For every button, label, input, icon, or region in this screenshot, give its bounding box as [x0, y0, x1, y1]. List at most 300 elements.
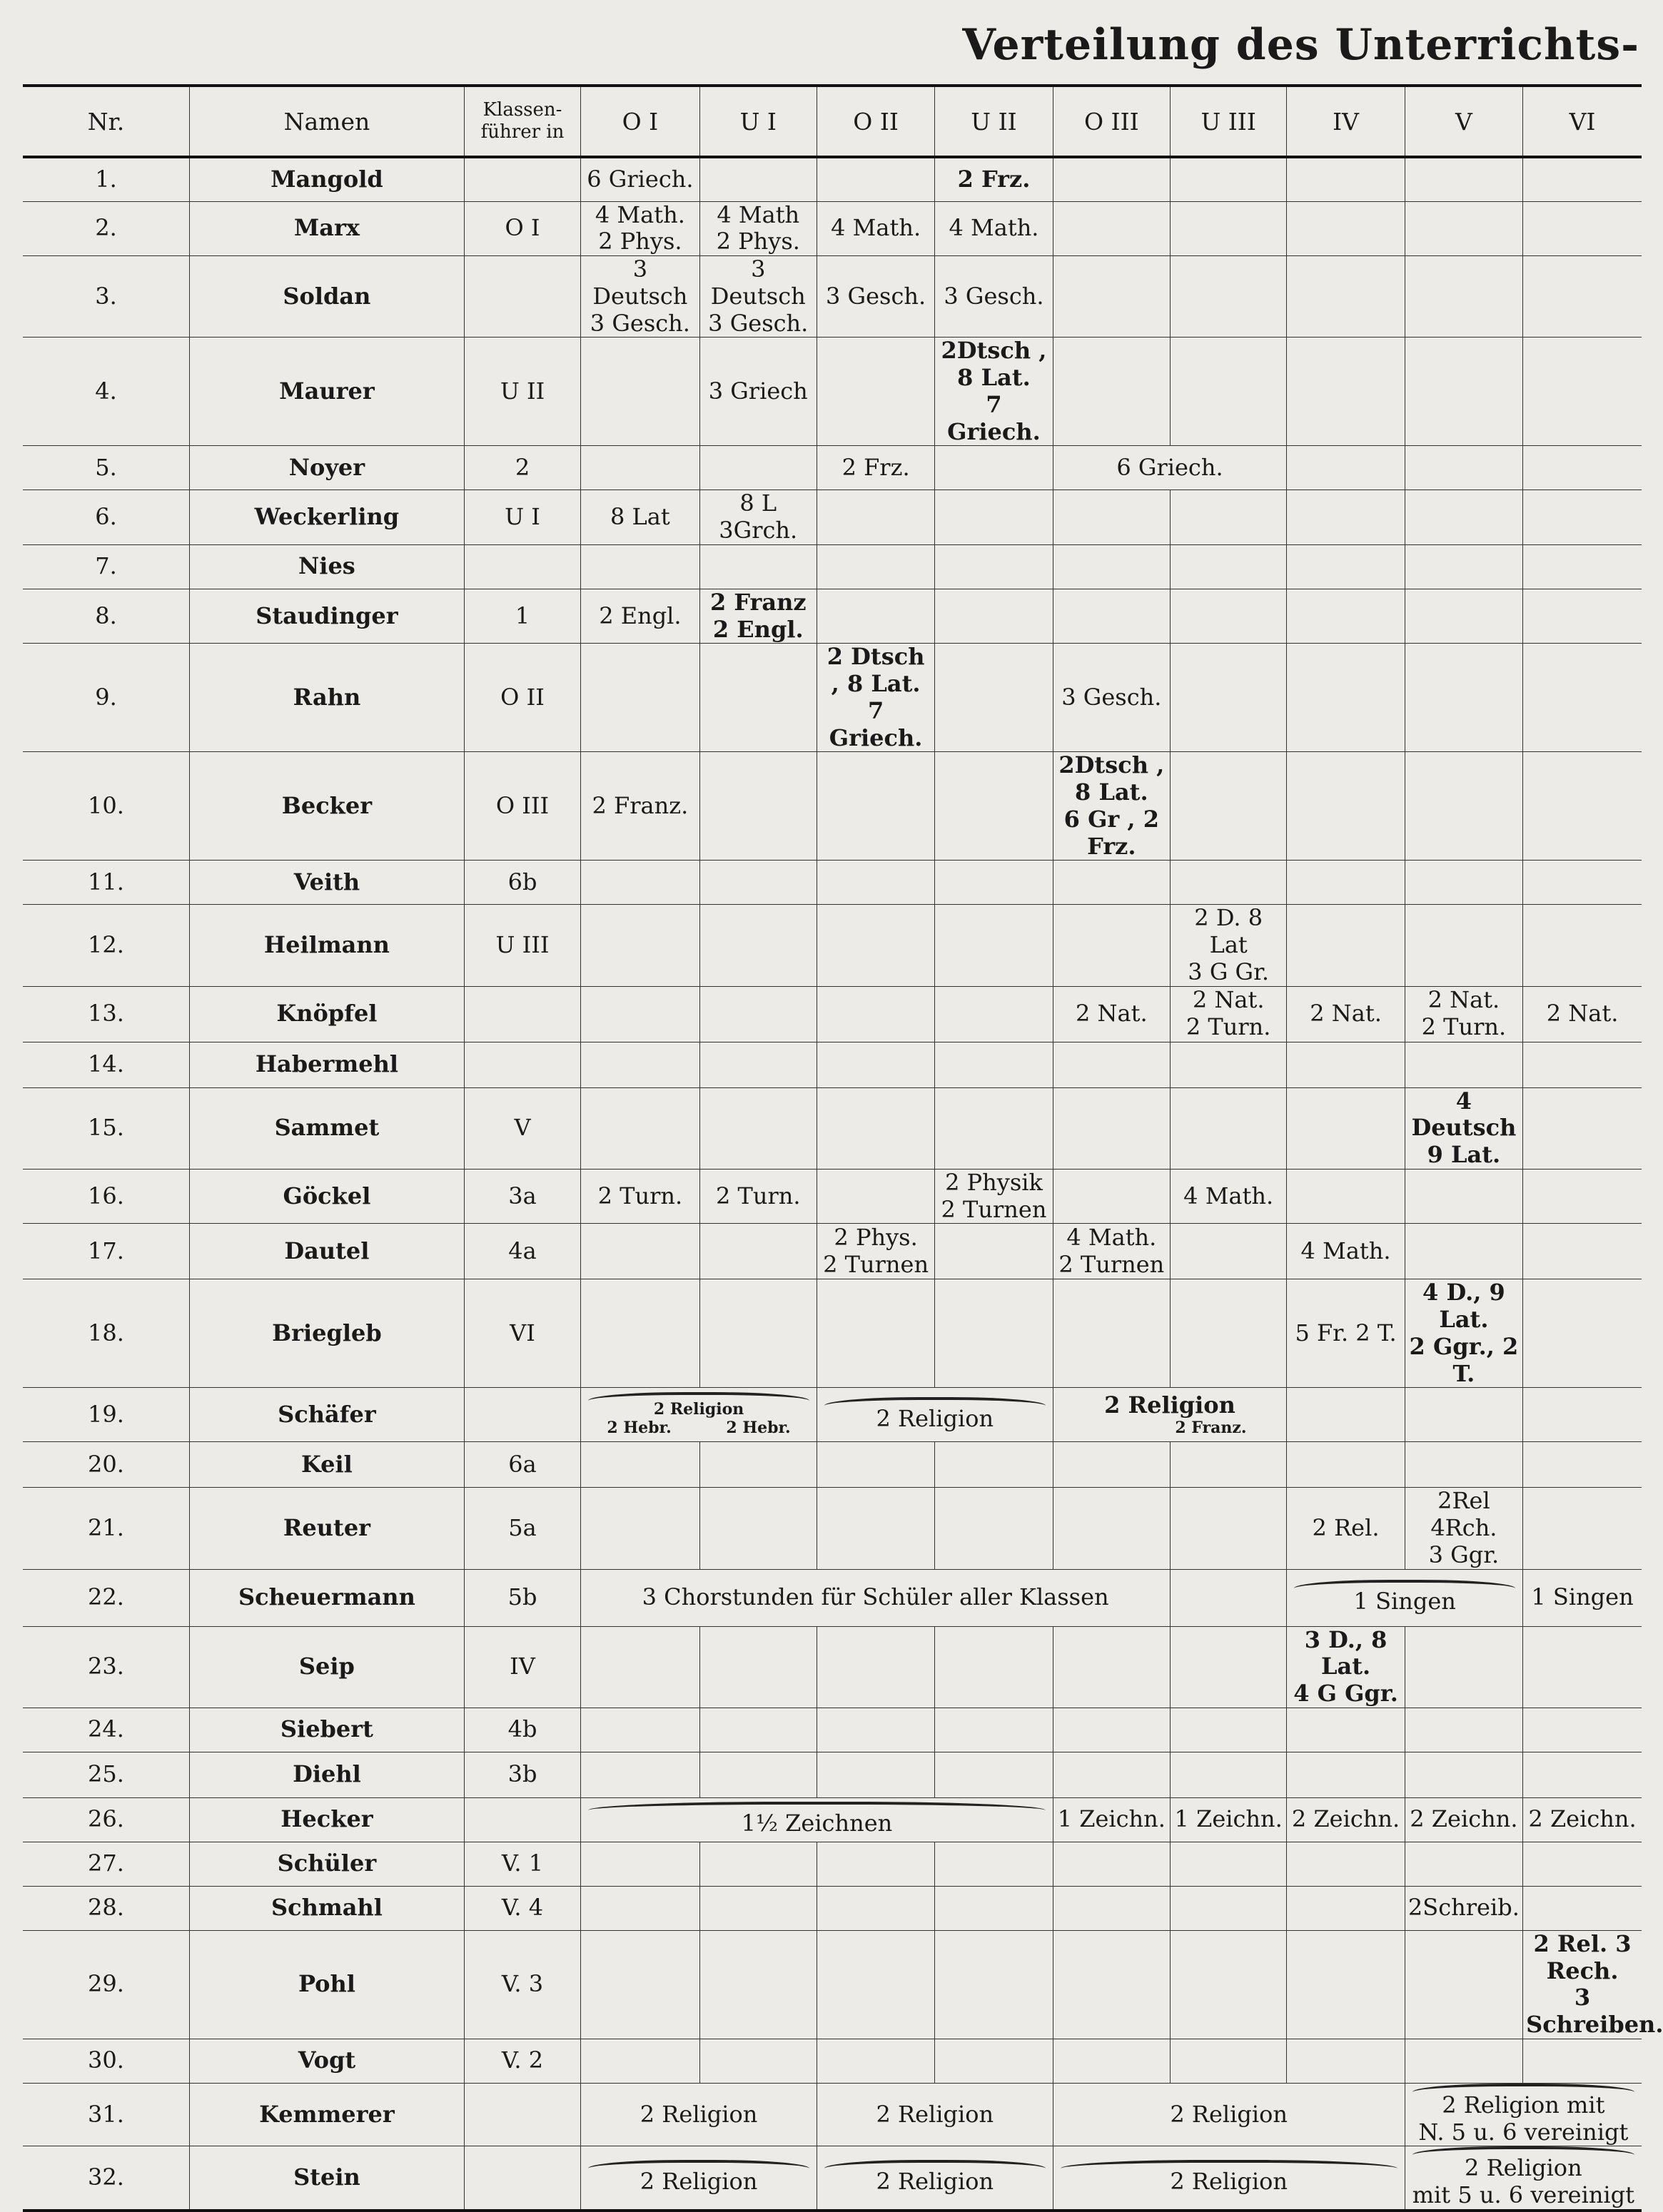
header-nr: Nr.: [23, 86, 190, 157]
cell-oii: [817, 752, 934, 861]
cell-ui: [699, 752, 817, 861]
class-leader: [464, 2146, 580, 2211]
cell-oiii: 4 Math. 2 Turnen: [1053, 1224, 1170, 1279]
cell-vi: [1523, 490, 1642, 545]
cell-uii: [935, 446, 1053, 490]
cell-ui: [699, 644, 817, 752]
cell-text: 2 Religion: [876, 2168, 994, 2196]
cell-vi: [1523, 1279, 1642, 1388]
teacher-name: Schmahl: [190, 1886, 465, 1930]
header-class-oi: O I: [581, 86, 699, 157]
cell-uiii: [1171, 1886, 1287, 1930]
cell-text: 2 Religion: [876, 1404, 994, 1432]
cell-v: [1405, 338, 1522, 446]
cell-oii: 3 Gesch.: [817, 256, 934, 338]
cell-oi-oiii: 3 Chorstunden für Schüler aller Klassen: [581, 1569, 1171, 1626]
class-leader: O II: [464, 644, 580, 752]
class-leader: V: [464, 1087, 580, 1169]
cell-vi: [1523, 905, 1642, 986]
row-number: 30.: [23, 2039, 190, 2083]
cell-vi: [1523, 1388, 1642, 1442]
header-class-ui: U I: [699, 86, 817, 157]
cell-v: 2 Zeichn.: [1405, 1797, 1522, 1842]
table-row: [23, 157, 1642, 201]
cell-oiii: [1053, 2039, 1170, 2083]
table-row: [23, 544, 1642, 589]
row-number: 24.: [23, 1708, 190, 1752]
teacher-name: Soldan: [190, 256, 465, 338]
cell-v: 4 D., 9 Lat. 2 Ggr., 2 T.: [1405, 1279, 1522, 1388]
row-number: 6.: [23, 490, 190, 545]
cell-v: [1405, 1626, 1522, 1708]
cell-uiii: [1171, 861, 1287, 905]
cell-oii: 2 Dtsch , 8 Lat. 7 Griech.: [817, 644, 934, 752]
cell-uiii: 4 Math.: [1171, 1169, 1287, 1224]
teacher-name: Reuter: [190, 1488, 465, 1569]
cell-v: 2 Nat. 2 Turn.: [1405, 986, 1522, 1042]
class-leader: [464, 986, 580, 1042]
cell-oi: [581, 1626, 699, 1708]
class-leader: 5b: [464, 1569, 580, 1626]
class-leader: IV: [464, 1626, 580, 1708]
cell-uii: [935, 1087, 1053, 1169]
class-leader: V. 2: [464, 2039, 580, 2083]
cell-oii: [817, 905, 934, 986]
row-number: 29.: [23, 1930, 190, 2039]
class-leader: U II: [464, 338, 580, 446]
table-row: [23, 338, 1642, 446]
cell-oi: [581, 1930, 699, 2039]
teacher-name: Pohl: [190, 1930, 465, 2039]
cell-text: 2 Religion: [640, 2168, 758, 2196]
cell-uii: [935, 544, 1053, 589]
cell-vi: [1523, 2039, 1642, 2083]
table-row: [23, 1569, 1642, 1626]
table-row: [23, 1169, 1642, 1224]
row-number: 4.: [23, 338, 190, 446]
cell-oi: 2 Franz.: [581, 752, 699, 861]
cell-v: [1405, 589, 1522, 644]
cell-iv: [1287, 446, 1405, 490]
cell-uiii: [1171, 1279, 1287, 1388]
cell-vi: [1523, 861, 1642, 905]
cell-oi: [581, 1224, 699, 1279]
cell-oiii: [1053, 1930, 1170, 2039]
teacher-name: Mangold: [190, 157, 465, 201]
header-class-uii: U II: [935, 86, 1053, 157]
table-row: [23, 2039, 1642, 2083]
table-row: [23, 644, 1642, 752]
cell-v: [1405, 490, 1522, 545]
cell-uiii: [1171, 644, 1287, 752]
cell-ui: [699, 986, 817, 1042]
row-number: 11.: [23, 861, 190, 905]
table-row: [23, 1752, 1642, 1797]
row-number: 7.: [23, 544, 190, 589]
cell-oi: 8 Lat: [581, 490, 699, 545]
cell-uiii: [1171, 1087, 1287, 1169]
cell-oiii: [1053, 490, 1170, 545]
class-leader: U I: [464, 490, 580, 545]
cell-ui: [699, 1708, 817, 1752]
cell-oii-uii: [817, 2146, 1053, 2211]
cell-iv: [1287, 752, 1405, 861]
header-klassenfuehrer: Klassen-führer in: [464, 86, 580, 157]
cell-iv: 2 Zeichn.: [1287, 1797, 1405, 1842]
cell-oii: [817, 2039, 934, 2083]
cell-oi: [581, 1488, 699, 1569]
cell-vi: [1523, 1442, 1642, 1488]
cell-uii: [935, 1886, 1053, 1930]
class-leader: 2: [464, 446, 580, 490]
cell-uiii: [1171, 201, 1287, 256]
row-number: 31.: [23, 2083, 190, 2146]
teacher-name: Vogt: [190, 2039, 465, 2083]
table-row: [23, 1488, 1642, 1569]
cell-oiii: [1053, 1752, 1170, 1797]
cell-oii: [817, 861, 934, 905]
cell-vi: [1523, 1488, 1642, 1569]
cell-vi: [1523, 1886, 1642, 1930]
cell-uii: [935, 986, 1053, 1042]
table-row: [23, 1930, 1642, 2039]
row-number: 12.: [23, 905, 190, 986]
teacher-name: Nies: [190, 544, 465, 589]
cell-uiii: [1171, 1626, 1287, 1708]
teacher-name: Sammet: [190, 1087, 465, 1169]
cell-uii: 2 Frz.: [935, 157, 1053, 201]
cell-v: [1405, 1169, 1522, 1224]
teacher-name: Stein: [190, 2146, 465, 2211]
cell-oi: [581, 544, 699, 589]
cell-iv: [1287, 544, 1405, 589]
cell-oii: [817, 1886, 934, 1930]
cell-uii: [935, 752, 1053, 861]
row-number: 21.: [23, 1488, 190, 1569]
cell-iv: [1287, 1752, 1405, 1797]
row-number: 19.: [23, 1388, 190, 1442]
header-class-oii: O II: [817, 86, 934, 157]
cell-oi: [581, 644, 699, 752]
cell-uiii: [1171, 544, 1287, 589]
table-row: [23, 2083, 1642, 2146]
cell-oiii-iv: 2 Religion: [1053, 2083, 1405, 2146]
cell-oiii: [1053, 1886, 1170, 1930]
cell-uii: [935, 490, 1053, 545]
cell-vi: [1523, 1087, 1642, 1169]
cell-text: 1 Singen: [1353, 1588, 1456, 1615]
class-leader: [464, 157, 580, 201]
class-leader: V. 4: [464, 1886, 580, 1930]
page-title: Verteilung des Unterrichts-: [962, 20, 1639, 70]
teacher-name: Noyer: [190, 446, 465, 490]
cell-uiii: [1171, 338, 1287, 446]
cell-v: [1405, 1442, 1522, 1488]
teacher-name: Veith: [190, 861, 465, 905]
cell-ui: [699, 905, 817, 986]
class-leader: [464, 256, 580, 338]
teacher-name: Becker: [190, 752, 465, 861]
row-number: 10.: [23, 752, 190, 861]
cell-vi: [1523, 752, 1642, 861]
teacher-name: Dautel: [190, 1224, 465, 1279]
cell-oiii: [1053, 201, 1170, 256]
cell-text: 2 Religion mit 5 u. 6 vereinigt: [1412, 2154, 1634, 2208]
table-row: [23, 1842, 1642, 1886]
table-row: [23, 2146, 1642, 2211]
cell-v: 2Schreib.: [1405, 1886, 1522, 1930]
cell-uiii: 1 Zeichn.: [1171, 1797, 1287, 1842]
cell-uiii: [1171, 752, 1287, 861]
cell-v: [1405, 256, 1522, 338]
row-number: 2.: [23, 201, 190, 256]
row-number: 28.: [23, 1886, 190, 1930]
cell-text: 1½ Zeichnen: [741, 1810, 893, 1837]
cell-oiii: [1053, 1279, 1170, 1388]
cell-ui: [699, 1930, 817, 2039]
cell-uiii: [1171, 589, 1287, 644]
cell-text: 2 Religion: [1170, 2168, 1288, 2196]
cell-iv: [1287, 1388, 1405, 1442]
table-row: [23, 256, 1642, 338]
header-class-iv: IV: [1287, 86, 1405, 157]
cell-iv-v: [1287, 1569, 1523, 1626]
cell-oii: [817, 338, 934, 446]
cell-ui: [699, 2039, 817, 2083]
teacher-name: Siebert: [190, 1708, 465, 1752]
cell-iv: [1287, 157, 1405, 201]
row-number: 3.: [23, 256, 190, 338]
cell-vi: [1523, 1626, 1642, 1708]
cell-oii: 4 Math.: [817, 201, 934, 256]
cell-v: [1405, 1930, 1522, 2039]
cell-ui: [699, 861, 817, 905]
cell-iv: [1287, 589, 1405, 644]
cell-oi-ui: [581, 1388, 817, 1442]
teacher-name: Maurer: [190, 338, 465, 446]
cell-uii: [935, 589, 1053, 644]
teacher-name: Knöpfel: [190, 986, 465, 1042]
cell-uiii: [1171, 256, 1287, 338]
cell-oi: [581, 338, 699, 446]
cell-oi-uii: [581, 1797, 1053, 1842]
teacher-name: Scheuermann: [190, 1569, 465, 1626]
cell-oiii: [1053, 589, 1170, 644]
cell-oii: 2 Frz.: [817, 446, 934, 490]
brace-mark: [1412, 2084, 1634, 2092]
table-row: [23, 1087, 1642, 1169]
cell-oi: [581, 861, 699, 905]
cell-iv: [1287, 1886, 1405, 1930]
cell-v: [1405, 1224, 1522, 1279]
row-number: 14.: [23, 1042, 190, 1087]
cell-uiii: [1171, 1569, 1287, 1626]
cell-oi: [581, 1442, 699, 1488]
cell-oii-uii: [817, 1388, 1053, 1442]
cell-v: [1405, 544, 1522, 589]
table-row: [23, 905, 1642, 986]
cell-oii: [817, 1752, 934, 1797]
cell-uii: [935, 1930, 1053, 2039]
cell-vi: [1523, 1042, 1642, 1087]
cell-iv: 2 Rel.: [1287, 1488, 1405, 1569]
header-namen: Namen: [190, 86, 465, 157]
cell-vi: [1523, 544, 1642, 589]
cell-vi: 2 Zeichn.: [1523, 1797, 1642, 1842]
cell-uii: [935, 2039, 1053, 2083]
class-leader: 1: [464, 589, 580, 644]
cell-oiii: 1 Zeichn.: [1053, 1797, 1170, 1842]
cell-uii: [935, 861, 1053, 905]
cell-oii: [817, 1279, 934, 1388]
class-leader: O I: [464, 201, 580, 256]
cell-uiii: [1171, 1042, 1287, 1087]
teacher-name: Göckel: [190, 1169, 465, 1224]
cell-uii: [935, 644, 1053, 752]
cell-v: [1405, 1752, 1522, 1797]
table-row: [23, 589, 1642, 644]
cell-uiii: [1171, 157, 1287, 201]
cell-oii: [817, 490, 934, 545]
cell-oi: [581, 905, 699, 986]
class-leader: 4b: [464, 1708, 580, 1752]
row-number: 18.: [23, 1279, 190, 1388]
cell-iv: [1287, 201, 1405, 256]
cell-oiii: 2Dtsch , 8 Lat. 6 Gr , 2 Frz.: [1053, 752, 1170, 861]
cell-oi: 2 Turn.: [581, 1169, 699, 1224]
cell-uii: [935, 1752, 1053, 1797]
cell-uiii: [1171, 1752, 1287, 1797]
teacher-name: Schüler: [190, 1842, 465, 1886]
cell-v: [1405, 1708, 1522, 1752]
cell-oi: [581, 1279, 699, 1388]
cell-oi-ui: [581, 2146, 817, 2211]
cell-oi: [581, 446, 699, 490]
row-number: 5.: [23, 446, 190, 490]
table-row: [23, 861, 1642, 905]
class-leader: VI: [464, 1279, 580, 1388]
cell-ui: [699, 1279, 817, 1388]
cell-ui: [699, 1752, 817, 1797]
cell-ui: [699, 1442, 817, 1488]
row-number: 32.: [23, 2146, 190, 2211]
cell-v: [1405, 446, 1522, 490]
row-number: 17.: [23, 1224, 190, 1279]
class-leader: [464, 1797, 580, 1842]
class-leader: 3a: [464, 1169, 580, 1224]
cell-uii: 2Dtsch , 8 Lat. 7 Griech.: [935, 338, 1053, 446]
teacher-name: Diehl: [190, 1752, 465, 1797]
cell-iv: [1287, 1442, 1405, 1488]
cell-uiii: [1171, 490, 1287, 545]
cell-oiii: [1053, 338, 1170, 446]
cell-oiii: [1053, 1169, 1170, 1224]
class-leader: O III: [464, 752, 580, 861]
cell-vi: [1523, 589, 1642, 644]
cell-oi: 4 Math. 2 Phys.: [581, 201, 699, 256]
cell-oii: [817, 1488, 934, 1569]
cell-oii: 2 Phys. 2 Turnen: [817, 1224, 934, 1279]
row-number: 8.: [23, 589, 190, 644]
cell-vi: [1523, 157, 1642, 201]
cell-v: [1405, 752, 1522, 861]
cell-oiii: 3 Gesch.: [1053, 644, 1170, 752]
cell-vi: 1 Singen: [1523, 1569, 1642, 1626]
cell-oii: [817, 1842, 934, 1886]
cell-oiii: [1053, 1488, 1170, 1569]
header-class-uiii: U III: [1171, 86, 1287, 157]
cell-oiii: [1053, 861, 1170, 905]
cell-ui: [699, 1886, 817, 1930]
cell-oii: [817, 544, 934, 589]
cell-v: [1405, 1842, 1522, 1886]
cell-oiii: [1053, 1708, 1170, 1752]
header-class-oiii: O III: [1053, 86, 1170, 157]
cell-ui: 3 Deutsch 3 Gesch.: [699, 256, 817, 338]
cell-ui: [699, 1488, 817, 1569]
cell-v-vi: [1405, 2146, 1642, 2211]
cell-oiii: [1053, 256, 1170, 338]
cell-iv: 3 D., 8 Lat. 4 G Ggr.: [1287, 1626, 1405, 1708]
cell-uii: [935, 1042, 1053, 1087]
cell-iv: [1287, 338, 1405, 446]
cell-v: 2Rel 4Rch. 3 Ggr.: [1405, 1488, 1522, 1569]
cell-ui: 2 Franz 2 Engl.: [699, 589, 817, 644]
table-row: [23, 1626, 1642, 1708]
class-leader: [464, 1042, 580, 1087]
cell-ui: [699, 1626, 817, 1708]
table-row: [23, 986, 1642, 1042]
cell-oiii: [1053, 1626, 1170, 1708]
cell-subtext: 2 Franz.: [1093, 1418, 1247, 1437]
cell-uiii: [1171, 1708, 1287, 1752]
cell-uiii: [1171, 1488, 1287, 1569]
teacher-name: Heilmann: [190, 905, 465, 986]
teacher-name: Schäfer: [190, 1388, 465, 1442]
cell-iv: [1287, 256, 1405, 338]
table-row: [23, 1797, 1642, 1842]
table-row: [23, 1886, 1642, 1930]
class-leader: [464, 2083, 580, 2146]
cell-oiii: [1053, 157, 1170, 201]
row-number: 26.: [23, 1797, 190, 1842]
cell-uiii: 2 D. 8 Lat 3 G Gr.: [1171, 905, 1287, 986]
table-row: [23, 490, 1642, 545]
cell-oiii: [1053, 1042, 1170, 1087]
cell-uii: [935, 1842, 1053, 1886]
class-leader: [464, 544, 580, 589]
cell-vi: [1523, 1752, 1642, 1797]
cell-uiii: [1171, 1442, 1287, 1488]
cell-uii: 4 Math.: [935, 201, 1053, 256]
row-number: 20.: [23, 1442, 190, 1488]
teacher-name: Briegleb: [190, 1279, 465, 1388]
cell-v: [1405, 644, 1522, 752]
cell-uiii: [1171, 1930, 1287, 2039]
table-row: [23, 201, 1642, 256]
cell-ui: 2 Turn.: [699, 1169, 817, 1224]
cell-uii: [935, 1488, 1053, 1569]
table-row: [23, 446, 1642, 490]
cell-vi: [1523, 338, 1642, 446]
teacher-name: Staudinger: [190, 589, 465, 644]
row-number: 27.: [23, 1842, 190, 1886]
class-leader: U III: [464, 905, 580, 986]
teacher-name: Seip: [190, 1626, 465, 1708]
cell-vi: [1523, 446, 1642, 490]
cell-vi: [1523, 1842, 1642, 1886]
cell-iv: [1287, 861, 1405, 905]
